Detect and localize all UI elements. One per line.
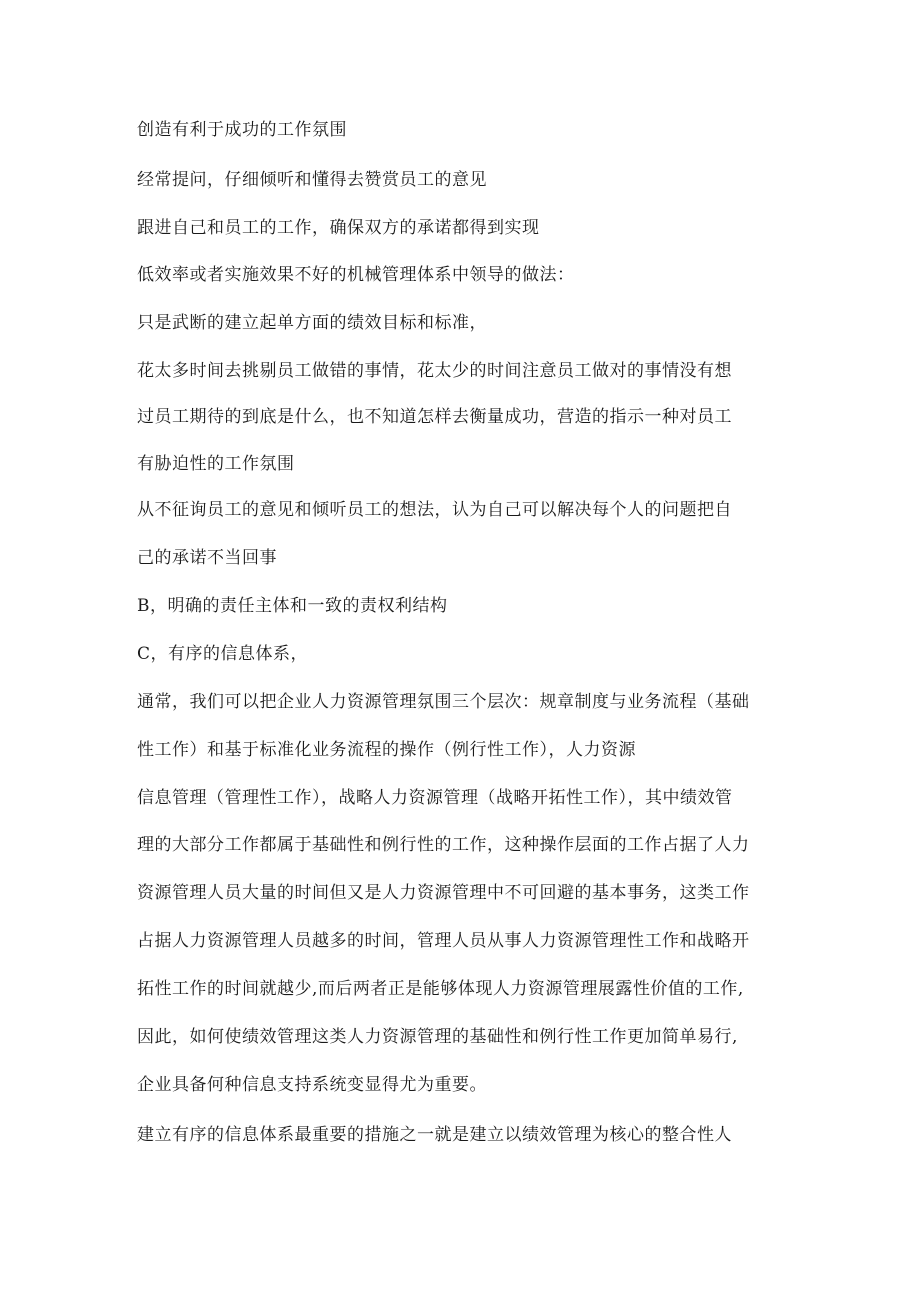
text-line: 从不征询员工的意见和倾听员工的想法，认为自己可以解决每个人的问题把自 bbox=[137, 500, 732, 520]
text-line: 因此，如何使绩效管理这类人力资源管理的基础性和例行性工作更加简单易行, bbox=[137, 1027, 738, 1047]
text-line: 拓性工作的时间就越少,而后两者正是能够体现人力资源管理展露性价值的工作, bbox=[137, 979, 744, 999]
text-line: 占据人力资源管理人员越多的时间，管理人员从事人力资源管理性工作和战略开 bbox=[137, 931, 750, 951]
text-line: 性工作）和基于标准化业务流程的操作（例行性工作），人力资源 bbox=[137, 740, 636, 760]
text-line: 创造有利于成功的工作氛围 bbox=[137, 120, 347, 140]
text-line: 理的大部分工作都属于基础性和例行性的工作，这种操作层面的工作占据了人力 bbox=[137, 835, 750, 855]
text-line: 己的承诺不当回事 bbox=[137, 548, 277, 568]
text-line: 低效率或者实施效果不好的机械管理体系中领导的做法： bbox=[137, 265, 575, 285]
text-line: 过员工期待的到底是什么，也不知道怎样去衡量成功，营造的指示一种对员工 bbox=[137, 407, 732, 427]
text-line: 花太多时间去挑剔员工做错的事情，花太少的时间注意员工做对的事情没有想 bbox=[137, 361, 732, 381]
text-line: 建立有序的信息体系最重要的措施之一就是建立以绩效管理为核心的整合性人 bbox=[137, 1125, 732, 1145]
text-line: 跟进自己和员工的工作，确保双方的承诺都得到实现 bbox=[137, 218, 540, 238]
text-line: 只是武断的建立起单方面的绩效目标和标准， bbox=[137, 313, 487, 333]
text-line: B，明确的责任主体和一致的责权利结构 bbox=[137, 596, 448, 616]
text-line: 有胁迫性的工作氛围 bbox=[137, 454, 295, 474]
text-line: 信息管理（管理性工作），战略人力资源管理（战略开拓性工作），其中绩效管 bbox=[137, 788, 733, 808]
text-line: 企业具备何种信息支持系统变显得尤为重要。 bbox=[137, 1075, 487, 1095]
text-line: 经常提问，仔细倾听和懂得去赞赏员工的意见 bbox=[137, 170, 487, 190]
text-line: C，有序的信息体系， bbox=[137, 644, 309, 664]
text-line: 通常，我们可以把企业人力资源管理氛围三个层次：规章制度与业务流程（基础 bbox=[137, 692, 750, 712]
text-line: 资源管理人员大量的时间但又是人力资源管理中不可回避的基本事务，这类工作 bbox=[137, 883, 750, 903]
